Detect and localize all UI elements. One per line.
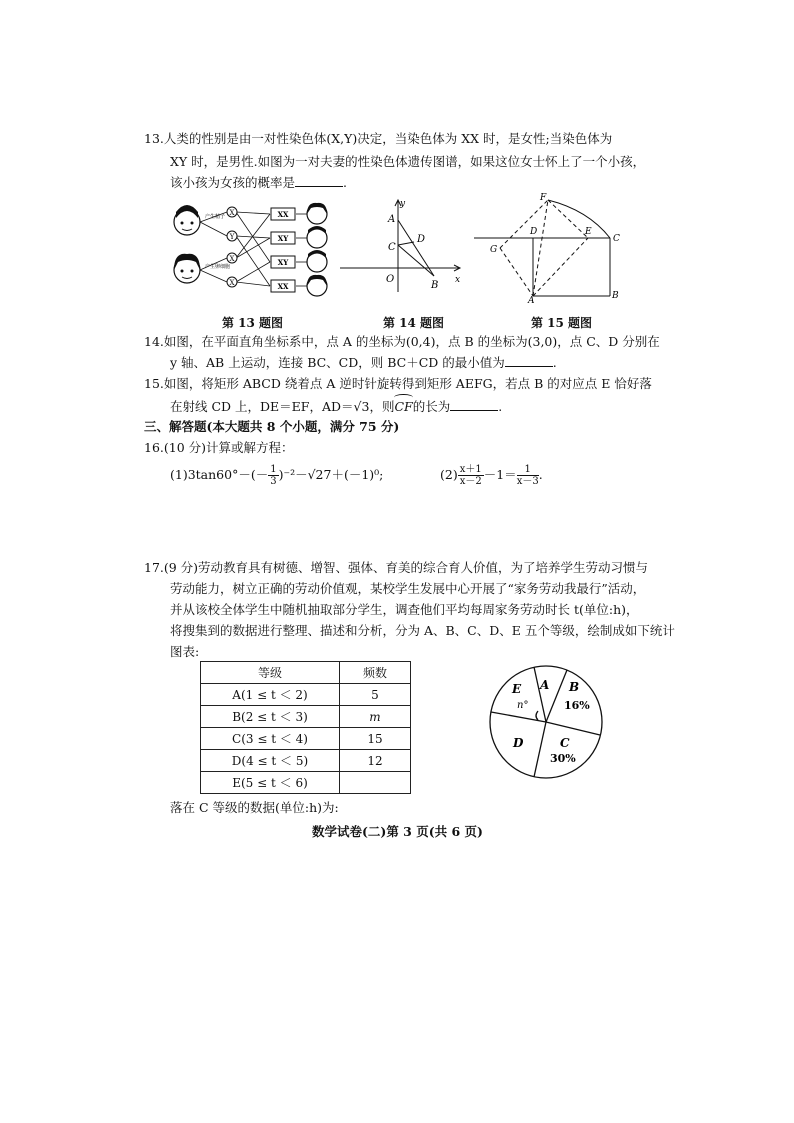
table-header-row [201,662,411,684]
fig15-label-D: D [530,227,538,237]
q14-line1: 14.如图，在平面直角坐标系中，点 A 的坐标为(0,4)，点 B 的坐标为(3,0)，点 C、D 分别在 [144,334,660,349]
answer-blank [505,354,553,367]
gamete-1: X [229,209,235,217]
parent-2-label: 产生卵细胞 [205,264,231,270]
pie-divider-b-c [546,722,600,735]
arc-mark-icon [394,394,412,401]
q15-line1: 15.如图，将矩形 ABCD 绕着点 A 逆时针旋转得到矩形 AEFG，若点 B 的对应点 E 恰好落 [144,376,652,391]
fig15-label-G: G [490,245,498,255]
page-footer: 数学试卷(二)第 3 页(共 6 页) [312,824,483,839]
pie-divider-d-e [491,712,546,722]
q15-line2 [170,398,502,415]
fig14-label-y: y [400,199,406,209]
fraction-right [517,464,539,487]
q16-p2-a: (2) [440,467,458,482]
q14-line2 [170,354,557,371]
fig14-label-A: A [388,214,396,225]
q15-line2b: 的长为 [412,399,451,414]
q16-p1-b: )⁻²－√27＋(－1)⁰; [278,467,384,482]
fig15-label-A: A [528,296,535,304]
table-cell: B(2 ≤ t ＜ 3) [201,706,340,728]
gamete-2: Y [229,233,235,241]
pie-label-C: C [560,736,570,750]
pie-label-angle: n° [517,700,529,711]
fig15-label-F: F [540,193,547,203]
zygote-1: XX [277,210,289,219]
section-3-heading: 三、解答题(本大题共 8 个小题，满分 75 分) [144,419,400,434]
table-cell: C(3 ≤ t ＜ 4) [201,728,340,750]
fig14-label-x: x [455,275,461,285]
table-row [201,772,411,794]
fig15-label-C: C [613,234,620,244]
table-cell: E(5 ≤ t ＜ 6) [201,772,340,794]
table-header: 频数 [340,662,411,684]
pie-chart [488,662,608,784]
caption-figure-14: 第 14 题图 [383,316,445,330]
gamete-4: X [229,279,235,287]
q17-line2: 劳动能力，树立正确的劳动价值观，某校学生发展中心开展了“家务劳动我最行”活动， [170,581,646,596]
answer-blank [450,398,498,411]
table-cell: D(4 ≤ t ＜ 5) [201,750,340,772]
q16-part-2 [440,463,543,487]
pie-label-D: D [513,736,524,750]
q16-part-1 [170,463,383,487]
frac-den: x－3 [516,476,539,487]
grade-frequency-table [200,661,411,794]
table-row [201,706,411,728]
q13-line3 [170,174,347,191]
q13-line3-text: 该小孩为女孩的概率是 [170,175,296,190]
frac-den: 3 [270,476,277,487]
q16-p1-a: (1)3tan60°－(－ [170,467,269,482]
fig14-label-O: O [386,274,395,285]
gamete-circles [227,207,237,287]
q16-heading: 16.(10 分)计算或解方程： [144,440,294,455]
zygote-2: XY [277,234,289,243]
pie-label-B: B [569,680,580,694]
pie-label-A: A [540,678,550,692]
answer-blank [295,174,343,187]
q13-end: . [343,175,347,190]
figure-14 [338,196,468,296]
q13-line1: 13.人类的性别是由一对性染色体(X,Y)决定，当染色体为 XX 时，是女性;当染色体为 [144,131,613,146]
q15-line2a: 在射线 CD 上，DE＝EF，AD＝√3，则 [170,399,395,414]
fig14-label-D: D [417,234,426,245]
q13-line2: XY 时，是男性.如图为一对夫妻的性染色体遗传图谱，如果这位女士怀上了一个小孩， [170,154,646,169]
q15-arc-cf [394,399,412,414]
q16-p2-mid: －1＝ [483,467,517,482]
q17-line3: 并从该校全体学生中随机抽取部分学生，调查他们平均每周家务劳动时长 t(单位:h)， [170,602,639,617]
frac-den: x－2 [459,476,482,487]
table-row [201,684,411,706]
table-cell: 15 [340,728,411,750]
figure-15 [470,192,630,304]
caption-figure-15: 第 15 题图 [531,316,593,330]
table-cell: 5 [340,684,411,706]
table-row [201,750,411,772]
frac-num: 1 [270,464,277,475]
figure-13 [170,200,345,300]
table-cell: m [340,706,411,728]
fig15-label-B: B [612,291,619,301]
fraction-left [458,464,484,487]
q17-line4: 将搜集到的数据进行整理、描述和分析，分为 A、B、C、D、E 五个等级，绘制成如下统计 [170,623,675,638]
gamete-3: X [229,255,235,263]
q17-line1: 17.(9 分)劳动教育具有树德、增智、强体、育美的综合育人价值，为了培养学生劳动习惯与 [144,560,649,575]
q17-line5: 图表: [170,644,200,659]
frac-num: 1 [517,464,539,476]
fig15-label-E: E [585,227,592,237]
q14-line2-text: y 轴、AB 上运动，连接 BC、CD，则 BC＋CD 的最小值为 [170,355,505,370]
pie-label-C-percent: 30% [550,752,576,765]
table-cell: A(1 ≤ t ＜ 2) [201,684,340,706]
zygote-4: XX [277,282,289,291]
fraction-one-third [268,464,278,487]
parent-1-label: 产生精子 [205,214,226,220]
zygote-3: XY [277,258,289,267]
angle-arc-icon [536,711,538,720]
zygote-boxes [271,208,295,292]
q16-p2-end: . [538,467,543,482]
table-header: 等级 [201,662,340,684]
parent-1-avatar [174,205,200,235]
fig14-label-B: B [431,280,439,291]
fig14-label-C: C [388,242,396,253]
table-cell [340,772,411,794]
table-row [201,728,411,750]
frac-num: x＋1 [459,464,482,475]
pie-label-E: E [512,682,522,696]
table-cell: 12 [340,750,411,772]
pie-divider-c-d [534,722,546,777]
q17-after-table: 落在 C 等级的数据(单位:h)为: [170,800,339,815]
q15-end: . [498,399,503,414]
caption-figure-13: 第 13 题图 [222,316,284,330]
parent-2-avatar [174,254,200,283]
pie-label-B-percent: 16% [564,699,590,712]
q14-end: . [552,355,557,370]
q15-arc-text: CF [394,399,413,414]
child-avatars [307,203,327,296]
